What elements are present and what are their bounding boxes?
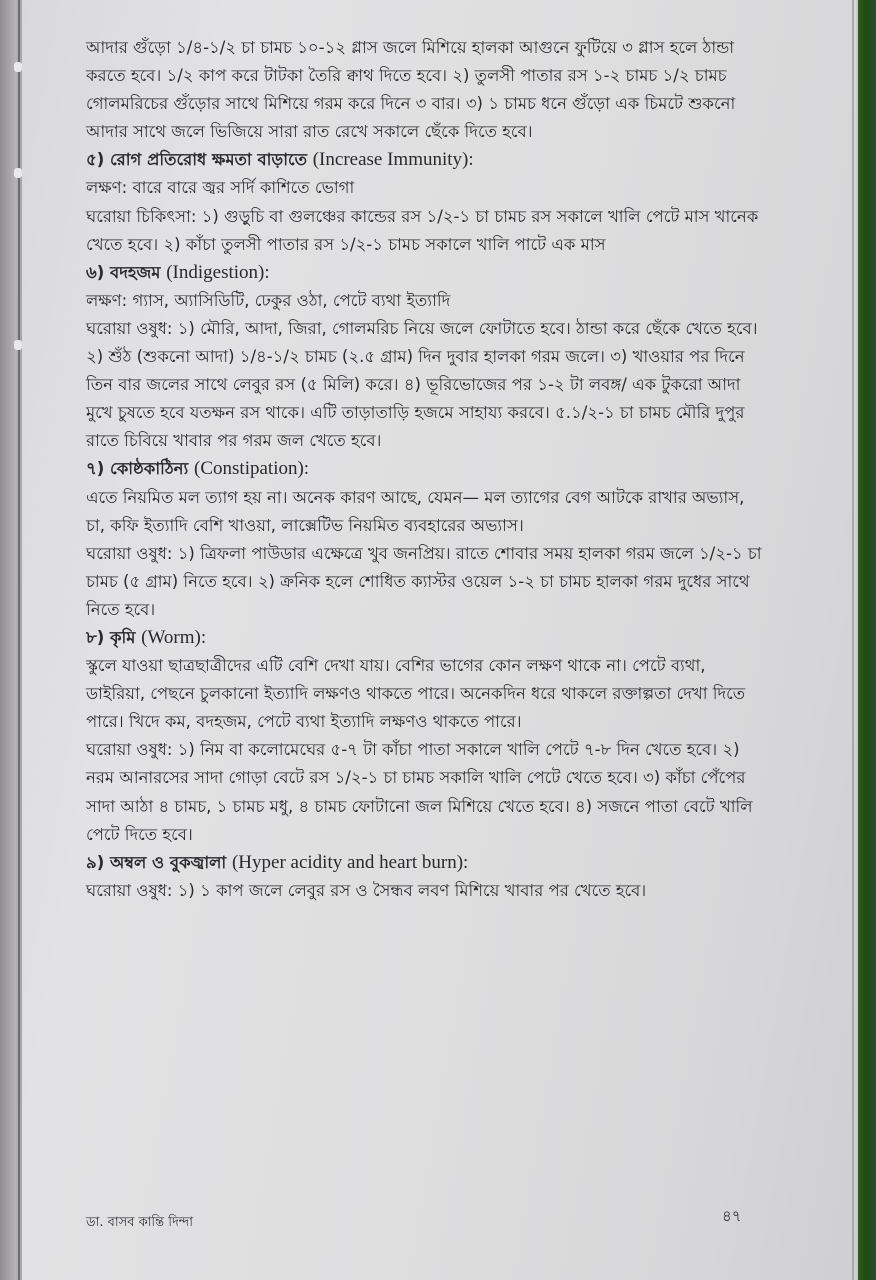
heading-bn: ৫) রোগ প্রতিরোধ ক্ষমতা বাড়াতে [86,150,313,170]
paragraph-indigestion-symptoms: লক্ষণ: গ্যাস, অ্যাসিডিটি, ঢেকুর ওঠা, পেটে ব্যথা ইত্যাদি [86,290,451,310]
paragraph-hyperacidity-remedy: ঘরোয়া ওষুধ: ১) ১ কাপ জলে লেবুর রস ও সৈন্ধব লবণ মিশিয়ে খাবার পর খেতে হবে। [86,880,647,900]
heading-en: (Hyper acidity and heart burn): [231,851,469,873]
heading-en: (Increase Immunity): [312,149,474,171]
paragraph-worm-remedy: ঘরোয়া ওষুধ: ১) নিম বা কলোমেঘের ৫-৭ টা কাঁচা পাতা সকালে খালি পেটে ৭-৮ দিন খেতে হবে। ২) নরম আনারসের সাদা গোড়া বেটে রস ১/২-১ চা চামচ সকালি খালি পেটে খেতে হবে। ৩) কাঁচা পেঁপের সাদা আঠা ৪ চামচ, ১ চামচ মধু, ৪ চামচ ফোটানো জল মিশিয়ে খেতে হবে। ৪) সজনে পাতা বেটে খালি পেটে দিতে হবে। [86,740,753,844]
heading-indigestion [86,259,762,287]
paragraph-indigestion-remedy: ঘরোয়া ওষুধ: ১) মৌরি, আদা, জিরা, গোলমরিচ নিয়ে জলে ফোটাতে হবে। ঠান্ডা করে ছেঁকে খেতে হবে। ২) শুঁঠ (শুকনো আদা) ১/৪-১/২ চামচ (২.৫ গ্রাম) দিন দুবার হালকা গরম জলে। ৩) খাওয়ার পর দিনে তিন বার জলের সাথে লেবুর রস (৫ মিলি) করে। ৪) ভূরিভোজের পর ১-২ টা লবঙ্গ/ এক টুকরো আদা মুখে চুষতে হবে যতক্ষন রস থাকে। এটি তাড়াতাড়ি হজমে সাহায্য করবে। ৫.১/২-১ চা চামচ মৌরি দুপুর রাতে চিবিয়ে খাবার পর গরম জল খেতে হবে। [86,318,758,451]
paragraph-immunity-remedy: ঘরোয়া চিকিৎসা: ১) গুড়ুচি বা গুলঞ্চের কান্ডের রস ১/২-১ চা চামচ রস সকালে খালি পেটে মাস খানেক খেতে হবে। ২) কাঁচা তুলসী পাতার রস ১/২-১ চামচ সকালে খালি পাটে এক মাস [86,206,759,254]
binding-stitch [14,168,22,178]
heading-bn: ৮) কৃমি [86,627,142,647]
heading-worm [86,624,762,652]
heading-bn: ৯) অম্বল ও বুকজ্বালা [86,852,232,872]
heading-en: (Worm): [141,626,207,648]
page-edge [852,0,854,1280]
page-number: ৪৭ [722,1207,742,1225]
heading-bn: ৭) কোষ্ঠকাঠিন্য [86,459,195,479]
heading-hyperacidity [86,849,762,877]
paragraph-immunity-symptoms: লক্ষণ: বারে বারে জ্বর সর্দি কাশিতে ভোগা [86,178,355,198]
paragraph-worm-symptoms: স্কুলে যাওয়া ছাত্রছাত্রীদের এটি বেশি দেখা যায়। বেশির ভাগের কোন লক্ষণ থাকে না। পেটে ব্যথা, ডাইরিয়া, পেছনে চুলকানো ইত্যাদি লক্ষণও থাকতে পারে। অনেকদিন ধরে থাকলে রক্তাল্পতা দেখা দিতে পারে। খিদে কম, বদহজম, পেটে ব্যথা ইত্যাদি লক্ষণও থাকতে পারে। [86,656,746,732]
paragraph-constipation-remedy: ঘরোয়া ওষুধ: ১) ত্রিফলা পাউডার এক্ষেত্রে খুব জনপ্রিয়। রাতে শোবার সময় হালকা গরম জলে ১/২-১ চা চামচ (৫ গ্রাম) নিতে হবে। ২) ক্রনিক হলে শোধিত ক্যাস্টর ওয়েল ১-২ চা চামচ হালকা গরম দুধের সাথে নিতে হবে। [86,543,762,619]
paragraph-constipation-causes: এতে নিয়মিত মল ত্যাগ হয় না। অনেক কারণ আছে, যেমন— মল ত্যাগের বেগ আটকে রাখার অভ্যাস, চা, কফি ইত্যাদি বেশি খাওয়া, লাক্সেটিভ নিয়মিত ব্যবহারের অভ্যাস। [86,487,745,535]
spine-line [18,0,20,1280]
footer-author: ডা. বাসব কান্তি দিন্দা [86,1215,193,1230]
heading-immunity [86,146,762,174]
heading-constipation [86,455,762,483]
book-cover-edge [858,0,876,1280]
heading-bn: ৬) বদহজম [86,262,167,282]
heading-en: (Constipation): [194,458,310,480]
heading-en: (Indigestion): [166,261,270,283]
binding-stitch [14,340,22,350]
binding-stitch [14,62,22,72]
paragraph-ginger-remedy: আদার গুঁড়ো ১/৪-১/২ চা চামচ ১০-১২ গ্লাস জলে মিশিয়ে হালকা আগুনে ফুটিয়ে ৩ গ্লাস হলে ঠান্ডা করতে হবে। ১/২ কাপ করে টাটকা তৈরি ক্বাথ দিতে হবে। ২) তুলসী পাতার রস ১-২ চামচ ১/২ চামচ গোলমরিচের গুঁড়োর সাথে মিশিয়ে গরম করে দিনে ৩ বার। ৩) ১ চামচ ধনে গুঁড়ো এক চিমটে শুকনো আদার সাথে জলে ভিজিয়ে সারা রাত রেখে সকালে ছেঁকে দিতে হবে। [86,38,736,142]
page-text [86,34,762,905]
